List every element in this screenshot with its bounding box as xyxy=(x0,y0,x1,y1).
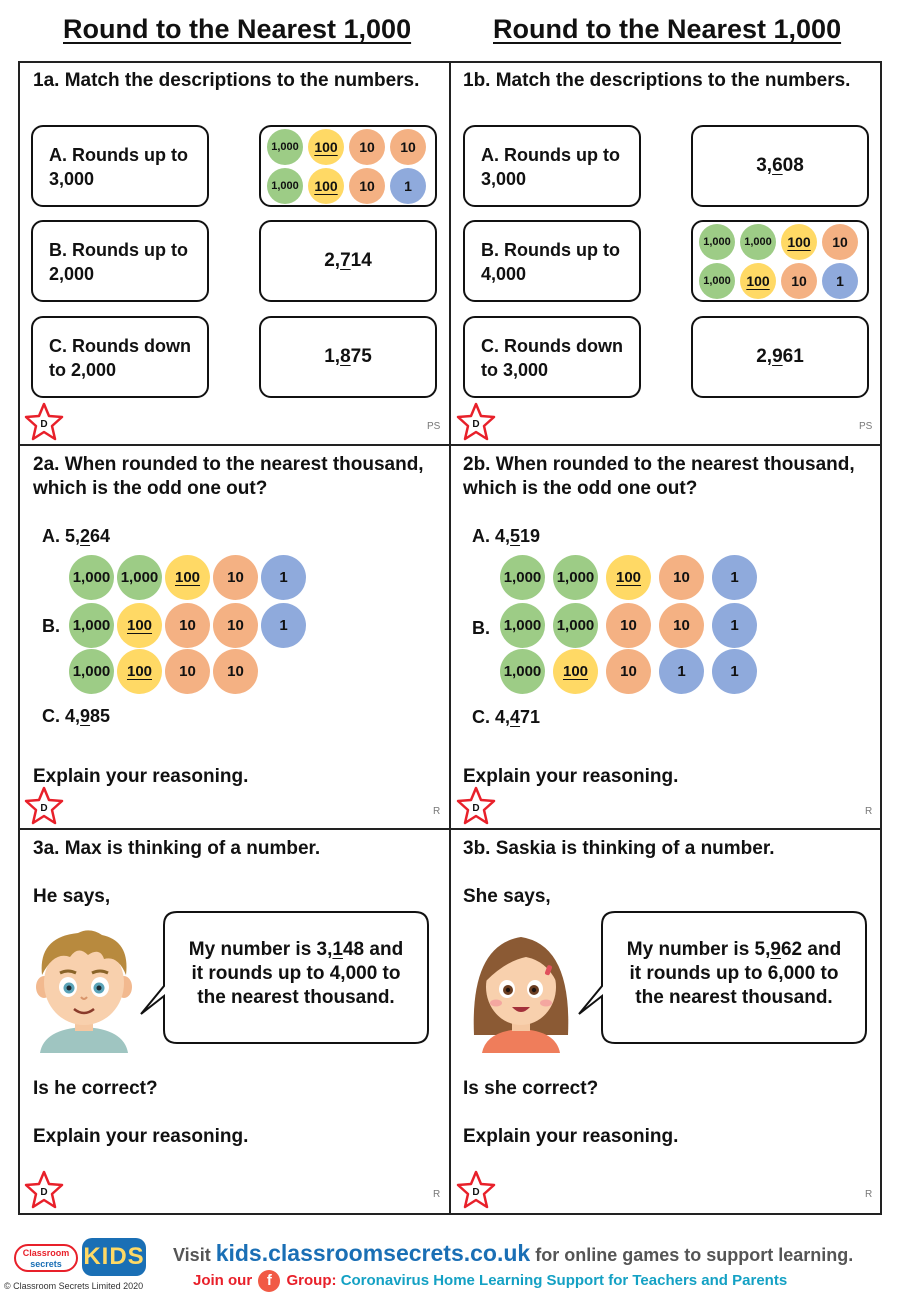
q2b-explain: Explain your reasoning. xyxy=(463,766,679,787)
facebook-icon[interactable]: f xyxy=(258,1270,280,1292)
svg-text:D: D xyxy=(472,1187,480,1198)
footer-join-text: Join our xyxy=(193,1271,253,1289)
difficulty-star-icon xyxy=(456,786,496,831)
q2b-option-c[interactable] xyxy=(472,707,540,728)
bubble-line-2: it rounds up to 4,000 to xyxy=(191,963,401,984)
logo-text-bottom: secrets xyxy=(30,1259,62,1269)
difficulty-star-icon xyxy=(24,786,64,831)
logo-text-top: Classroom xyxy=(22,1248,70,1258)
counter-thousand: 1,000 xyxy=(740,224,776,260)
number-part: 4, xyxy=(65,706,81,726)
counter-ten: 10 xyxy=(606,603,651,648)
number-part: 2, xyxy=(756,346,773,367)
girl-avatar xyxy=(466,925,576,1058)
q2b-question: 2b. When rounded to the nearest thousand, which is the odd one out? xyxy=(463,454,855,499)
worksheet-title-left: Round to the Nearest 1,000 xyxy=(63,14,412,44)
q1b-description-a[interactable] xyxy=(463,125,641,207)
q1a-description-a[interactable] xyxy=(31,125,209,207)
number-part: 19 xyxy=(520,526,541,546)
counter-thousand: 1,000 xyxy=(500,603,545,648)
logo-kids: KIDS xyxy=(82,1238,146,1276)
number-underlined-digit: 7 xyxy=(340,250,351,271)
number-part: 64 xyxy=(90,526,111,546)
option-label: A. xyxy=(472,526,490,546)
number-underlined-digit: 8 xyxy=(340,346,351,367)
bubble-line-2: it rounds up to 6,000 to xyxy=(629,963,839,984)
counter-ten: 10 xyxy=(659,555,704,600)
counter-hundred: 100 xyxy=(781,224,817,260)
classroom-secrets-kids-logo[interactable] xyxy=(14,1238,154,1278)
counter-hundred: 100 xyxy=(308,129,344,165)
bubble-line-3: the nearest thousand. xyxy=(197,987,395,1008)
counter-hundred: 100 xyxy=(308,168,344,204)
number-underlined-digit: 5 xyxy=(510,526,521,546)
counter-thousand: 1,000 xyxy=(117,555,162,600)
grid-divider-vertical xyxy=(449,61,451,1215)
number-part: 4, xyxy=(495,526,511,546)
footer-visit-line xyxy=(173,1240,853,1267)
number-underlined-digit: 9 xyxy=(772,346,783,367)
q1b-description-b[interactable] xyxy=(463,220,641,302)
number-underlined-digit: 4 xyxy=(510,707,521,727)
bubble-line-3: the nearest thousand. xyxy=(635,987,833,1008)
q3a-says: He says, xyxy=(33,886,111,907)
difficulty-star-icon xyxy=(456,1170,496,1215)
q1b-description-c-text: C. Rounds down to 3,000 xyxy=(481,336,623,380)
number-part: 75 xyxy=(350,346,372,367)
counter-ten: 10 xyxy=(781,263,817,299)
counter-one: 1 xyxy=(712,603,757,648)
q1a-description-c-text: C. Rounds down to 2,000 xyxy=(49,336,191,380)
number-part: 62 and xyxy=(780,939,842,960)
number-underlined-digit: 9 xyxy=(80,706,91,726)
q2a-option-b-label[interactable]: B. xyxy=(42,616,60,636)
counter-thousand: 1,000 xyxy=(69,555,114,600)
footer-visit-text: Visit xyxy=(173,1245,211,1265)
counter-hundred: 100 xyxy=(117,649,162,694)
q3a-question: 3a. Max is thinking of a number. xyxy=(33,838,321,859)
counter-ten: 10 xyxy=(213,603,258,648)
q2a-option-b-counters[interactable] xyxy=(69,555,329,694)
q3a-explain: Explain your reasoning. xyxy=(33,1126,249,1147)
grid-divider-row-1 xyxy=(18,444,882,446)
difficulty-star-icon xyxy=(24,402,64,447)
counter-ten: 10 xyxy=(606,649,651,694)
counter-thousand: 1,000 xyxy=(500,555,545,600)
counter-thousand: 1,000 xyxy=(69,603,114,648)
bubble-line-1 xyxy=(164,938,428,962)
counter-hundred: 100 xyxy=(606,555,651,600)
q1b-description-c[interactable] xyxy=(463,316,641,398)
counter-ten: 10 xyxy=(349,129,385,165)
svg-text:D: D xyxy=(40,803,48,814)
svg-text:D: D xyxy=(40,1187,48,1198)
option-label: C. xyxy=(472,707,490,727)
number-part: 5, xyxy=(65,526,81,546)
number-underlined-digit: 2 xyxy=(80,526,91,546)
number-part: 85 xyxy=(90,706,111,726)
q2a-option-a[interactable] xyxy=(42,526,110,547)
q1b-skill-tag: PS xyxy=(859,421,873,432)
q3b-correct: Is she correct? xyxy=(463,1078,599,1099)
q1b-description-a-text: A. Rounds up to 3,000 xyxy=(481,145,620,189)
counter-one: 1 xyxy=(261,603,306,648)
counter-one: 1 xyxy=(712,649,757,694)
q3b-question: 3b. Saskia is thinking of a number. xyxy=(463,838,775,859)
number-part: 3, xyxy=(756,155,773,176)
number-part: 48 and xyxy=(342,939,404,960)
q2b-option-a[interactable] xyxy=(472,526,540,547)
counter-thousand: 1,000 xyxy=(553,555,598,600)
counter-one: 1 xyxy=(261,555,306,600)
q2a-skill-tag: R xyxy=(433,806,441,817)
counter-one: 1 xyxy=(390,168,426,204)
number-part: 08 xyxy=(782,155,804,176)
q1a-question: 1a. Match the descriptions to the numbers. xyxy=(33,70,420,91)
svg-text:D: D xyxy=(472,419,480,430)
counter-hundred: 100 xyxy=(740,263,776,299)
counter-thousand: 1,000 xyxy=(699,263,735,299)
bubble-line-1 xyxy=(602,938,866,962)
q2b-option-b-counters[interactable] xyxy=(500,555,770,694)
counter-thousand: 1,000 xyxy=(267,168,303,204)
q1a-description-b-text: B. Rounds up to 2,000 xyxy=(49,240,188,284)
q1a-description-a-text: A. Rounds up to 3,000 xyxy=(49,145,188,189)
footer-group-link[interactable]: Coronavirus Home Learning Support for Teachers and Parents xyxy=(340,1271,788,1289)
difficulty-star-icon xyxy=(456,402,496,447)
q2b-skill-tag: R xyxy=(865,806,873,817)
q1a-skill-tag: PS xyxy=(427,421,441,432)
number-part: My number is 5, xyxy=(626,939,771,960)
counter-ten: 10 xyxy=(349,168,385,204)
q1a-counter-set[interactable] xyxy=(259,125,437,207)
worksheet-title-right: Round to the Nearest 1,000 xyxy=(493,14,842,44)
grid-divider-row-2 xyxy=(18,828,882,830)
counter-hundred: 100 xyxy=(165,555,210,600)
q2a-question: 2a. When rounded to the nearest thousand, which is the odd one out? xyxy=(33,454,424,499)
number-underlined-digit: 1 xyxy=(332,939,343,960)
counter-ten: 10 xyxy=(165,649,210,694)
q2a-explain: Explain your reasoning. xyxy=(33,766,249,787)
number-part: 4, xyxy=(495,707,511,727)
q3a-correct: Is he correct? xyxy=(33,1078,158,1099)
counter-ten: 10 xyxy=(659,603,704,648)
q1b-number-3608[interactable] xyxy=(691,125,869,207)
number-part: 1, xyxy=(324,346,341,367)
counter-ten: 10 xyxy=(390,129,426,165)
option-label: C. xyxy=(42,706,60,726)
number-part: My number is 3, xyxy=(188,939,333,960)
svg-text:D: D xyxy=(472,803,480,814)
counter-one: 1 xyxy=(822,263,858,299)
counter-thousand: 1,000 xyxy=(553,603,598,648)
number-part: 2, xyxy=(324,250,341,271)
counter-ten: 10 xyxy=(213,649,258,694)
counter-one: 1 xyxy=(659,649,704,694)
number-underlined-digit: 6 xyxy=(772,155,783,176)
number-underlined-digit: 9 xyxy=(770,939,781,960)
counter-ten: 10 xyxy=(213,555,258,600)
q1b-description-b-text: B. Rounds up to 4,000 xyxy=(481,240,620,284)
q2a-option-c[interactable] xyxy=(42,706,110,727)
boy-avatar xyxy=(30,925,140,1058)
counter-thousand: 1,000 xyxy=(699,224,735,260)
counter-thousand: 1,000 xyxy=(500,649,545,694)
number-part: 61 xyxy=(782,346,804,367)
svg-text:D: D xyxy=(40,419,48,430)
q1b-number-2961[interactable] xyxy=(691,316,869,398)
counter-thousand: 1,000 xyxy=(267,129,303,165)
counter-ten: 10 xyxy=(165,603,210,648)
counter-hundred: 100 xyxy=(553,649,598,694)
q3b-says: She says, xyxy=(463,886,551,907)
q1b-counter-set[interactable] xyxy=(691,220,869,302)
q3a-skill-tag: R xyxy=(433,1189,441,1200)
q1a-description-c[interactable] xyxy=(31,316,209,398)
q1a-description-b[interactable] xyxy=(31,220,209,302)
difficulty-star-icon xyxy=(24,1170,64,1215)
footer-group-line xyxy=(193,1270,787,1292)
q2b-option-b-label[interactable]: B. xyxy=(472,618,490,638)
number-part: 14 xyxy=(350,250,372,271)
counter-ten: 10 xyxy=(822,224,858,260)
option-label: A. xyxy=(42,526,60,546)
q3b-skill-tag: R xyxy=(865,1189,873,1200)
counter-one: 1 xyxy=(712,555,757,600)
counter-thousand: 1,000 xyxy=(69,649,114,694)
copyright: © Classroom Secrets Limited 2020 xyxy=(4,1281,144,1291)
number-part: 71 xyxy=(520,707,541,727)
q1a-number-1875[interactable] xyxy=(259,316,437,398)
footer-website-link[interactable]: kids.classroomsecrets.co.uk xyxy=(215,1240,531,1266)
q1a-number-2714[interactable] xyxy=(259,220,437,302)
counter-hundred: 100 xyxy=(117,603,162,648)
footer-visit-tail: for online games to support learning. xyxy=(535,1245,854,1265)
q1b-question: 1b. Match the descriptions to the numbers. xyxy=(463,70,851,91)
footer-group-label: Group: xyxy=(286,1271,337,1289)
q3b-explain: Explain your reasoning. xyxy=(463,1126,679,1147)
